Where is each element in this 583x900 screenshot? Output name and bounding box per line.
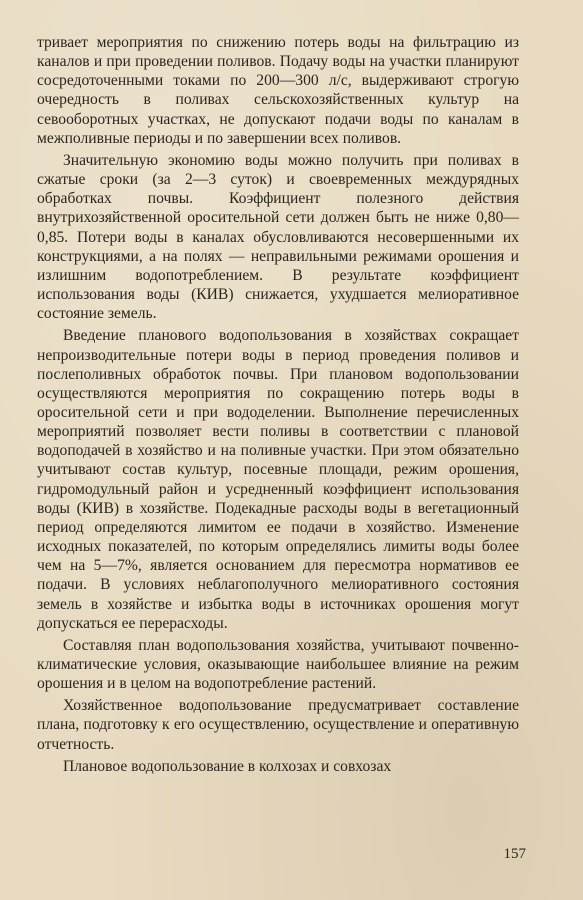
paragraph-6: Плановое водопользование в колхозах и совхозах xyxy=(63,757,392,775)
paragraph-2: Значительную экономию воды можно получить при поливах в сжатые сроки (за 2—3 суток) и своевременных междурядных обработках почвы. Коэффициент полезного действия внутрихозяйственной оросительной сети должен быть не ниже 0,80—0,85. Потери воды в каналах обусловливаются несовершенными их конструкциями, а на полях — неправильными режимами орошения и излишним водопотреблением. В результате коэффициент использования воды (КИВ) снижается, ухудшается мелиоративное состояние земель. xyxy=(37,151,519,323)
paragraph-4: Составляя план водопользования хозяйства, учитывают почвенно-климатические условия, оказывающие наибольшее влияние на режим орошения и в целом на водопотребление растений. xyxy=(37,636,519,693)
page-number: 157 xyxy=(503,846,526,862)
paragraph-3: Введение планового водопользования в хозяйствах сокращает непроизводительные потери воды в период проведения поливов и послеполивных обработок почвы. При плановом водопользовании осуществляются мероприятия по сокращению потерь воды в оросительной сети и при вододелении. Выполнение перечисленных мероприятий позволяет вести поливы в соответствии с плановой водоподачей в хозяйство и на поливные участки. При этом обязательно учитывают состав культур, посевные площади, режим орошения, гидромодульный район и усредненный коэффициент использования воды (КИВ) в хозяйстве. Подекадные расходы воды в вегетационный период определяются лимитом ее подачи в хозяйство. Изменение исходных показателей, по которым определялись лимиты воды более чем на 5—7%, является основанием для пересмотра нормативов ее подачи. В условиях неблагополучного мелиоративного состояния земель в хозяйстве и избытка воды в источниках орошения могут допускаться ее перерасходы. xyxy=(37,327,519,632)
paragraph-5: Хозяйственное водопользование предусматривает составление плана, подготовку к его осуществлению, осуществление и оперативную отчетность. xyxy=(37,697,519,753)
paragraph-1: тривает мероприятия по снижению потерь воды на фильтрацию из каналов и при проведении поливов. Подачу воды на участки планируют сосредоточенными токами по 200—300 л/с, выдерживают строгую очередность в поливах сельскохозяйственных культур на севооборотных участках, не допускают подачи воды по каналам в межполивные периоды и по завершении всех поливов. xyxy=(37,34,519,147)
body-text xyxy=(37,33,519,779)
